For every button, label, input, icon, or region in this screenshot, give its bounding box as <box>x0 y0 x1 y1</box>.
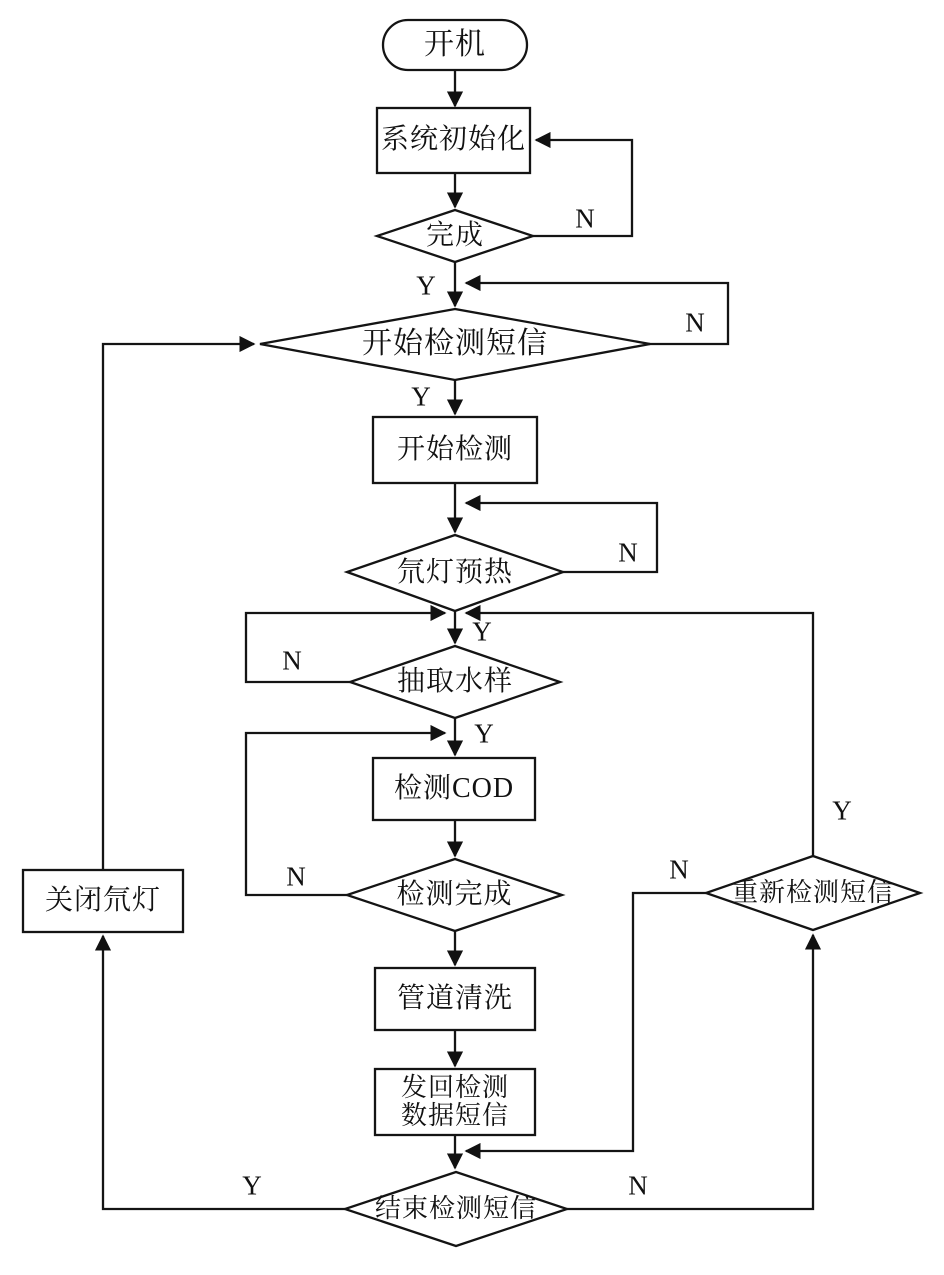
shape-end-sms-decision <box>345 1172 567 1246</box>
label-complete-n: N <box>575 203 595 234</box>
edge-closelamp-to-startsms <box>103 344 254 870</box>
label-lamp-y: Y <box>472 616 492 647</box>
label-sample-y: Y <box>474 718 494 749</box>
label-start-sms-n: N <box>685 307 705 338</box>
label-end-sms-n: N <box>628 1170 648 1201</box>
shape-close-lamp-process <box>23 870 183 932</box>
edge-endsms-n-to-redetect <box>567 935 813 1209</box>
node-start-detection: 开始检测 <box>396 433 513 465</box>
shape-pipe-clean-process <box>375 968 535 1030</box>
label-sample-n: N <box>282 645 302 676</box>
shape-draw-sample-decision <box>350 646 560 718</box>
node-start-sms-decision: 开始检测短信 <box>362 327 548 361</box>
label-detect-complete-n: N <box>286 861 306 892</box>
shape-complete-decision <box>377 210 533 262</box>
shape-detect-cod-process <box>373 758 535 820</box>
shape-detect-complete-decision <box>347 859 562 931</box>
edge-complete-n-loop <box>533 140 632 236</box>
node-pipe-clean: 管道清洗 <box>396 982 513 1014</box>
label-redetect-n: N <box>669 854 689 885</box>
shape-send-data-sms-process <box>375 1069 535 1135</box>
shape-redetect-sms-decision <box>706 856 920 930</box>
shape-system-init-process <box>377 108 530 173</box>
node-complete-decision: 完成 <box>425 219 484 251</box>
node-redetect-sms-decision: 重新检测短信 <box>731 877 894 907</box>
shape-start-detect-process <box>373 417 537 483</box>
node-power-on: 开机 <box>424 27 486 61</box>
label-complete-y: Y <box>416 270 436 301</box>
node-system-init: 系统初始化 <box>380 124 526 156</box>
node-end-sms-decision: 结束检测短信 <box>374 1193 537 1223</box>
node-detect-complete-decision: 检测完成 <box>396 878 513 910</box>
shape-power-on-terminator <box>383 20 527 70</box>
shape-start-sms-decision <box>260 309 650 380</box>
node-lamp-preheat-decision: 氘灯预热 <box>396 556 513 588</box>
node-send-data-sms: 发回检测 数据短信 <box>400 1072 509 1130</box>
node-draw-sample-decision: 抽取水样 <box>396 665 513 697</box>
label-end-sms-y: Y <box>242 1170 262 1201</box>
label-redetect-y: Y <box>832 795 852 826</box>
label-lamp-n: N <box>618 537 638 568</box>
shape-lamp-preheat-decision <box>347 535 563 611</box>
node-detect-cod: 检测COD <box>393 772 515 804</box>
edge-endsms-y-to-closelamp <box>103 936 345 1209</box>
node-close-lamp: 关闭氘灯 <box>44 884 161 916</box>
label-start-sms-y: Y <box>411 381 431 412</box>
